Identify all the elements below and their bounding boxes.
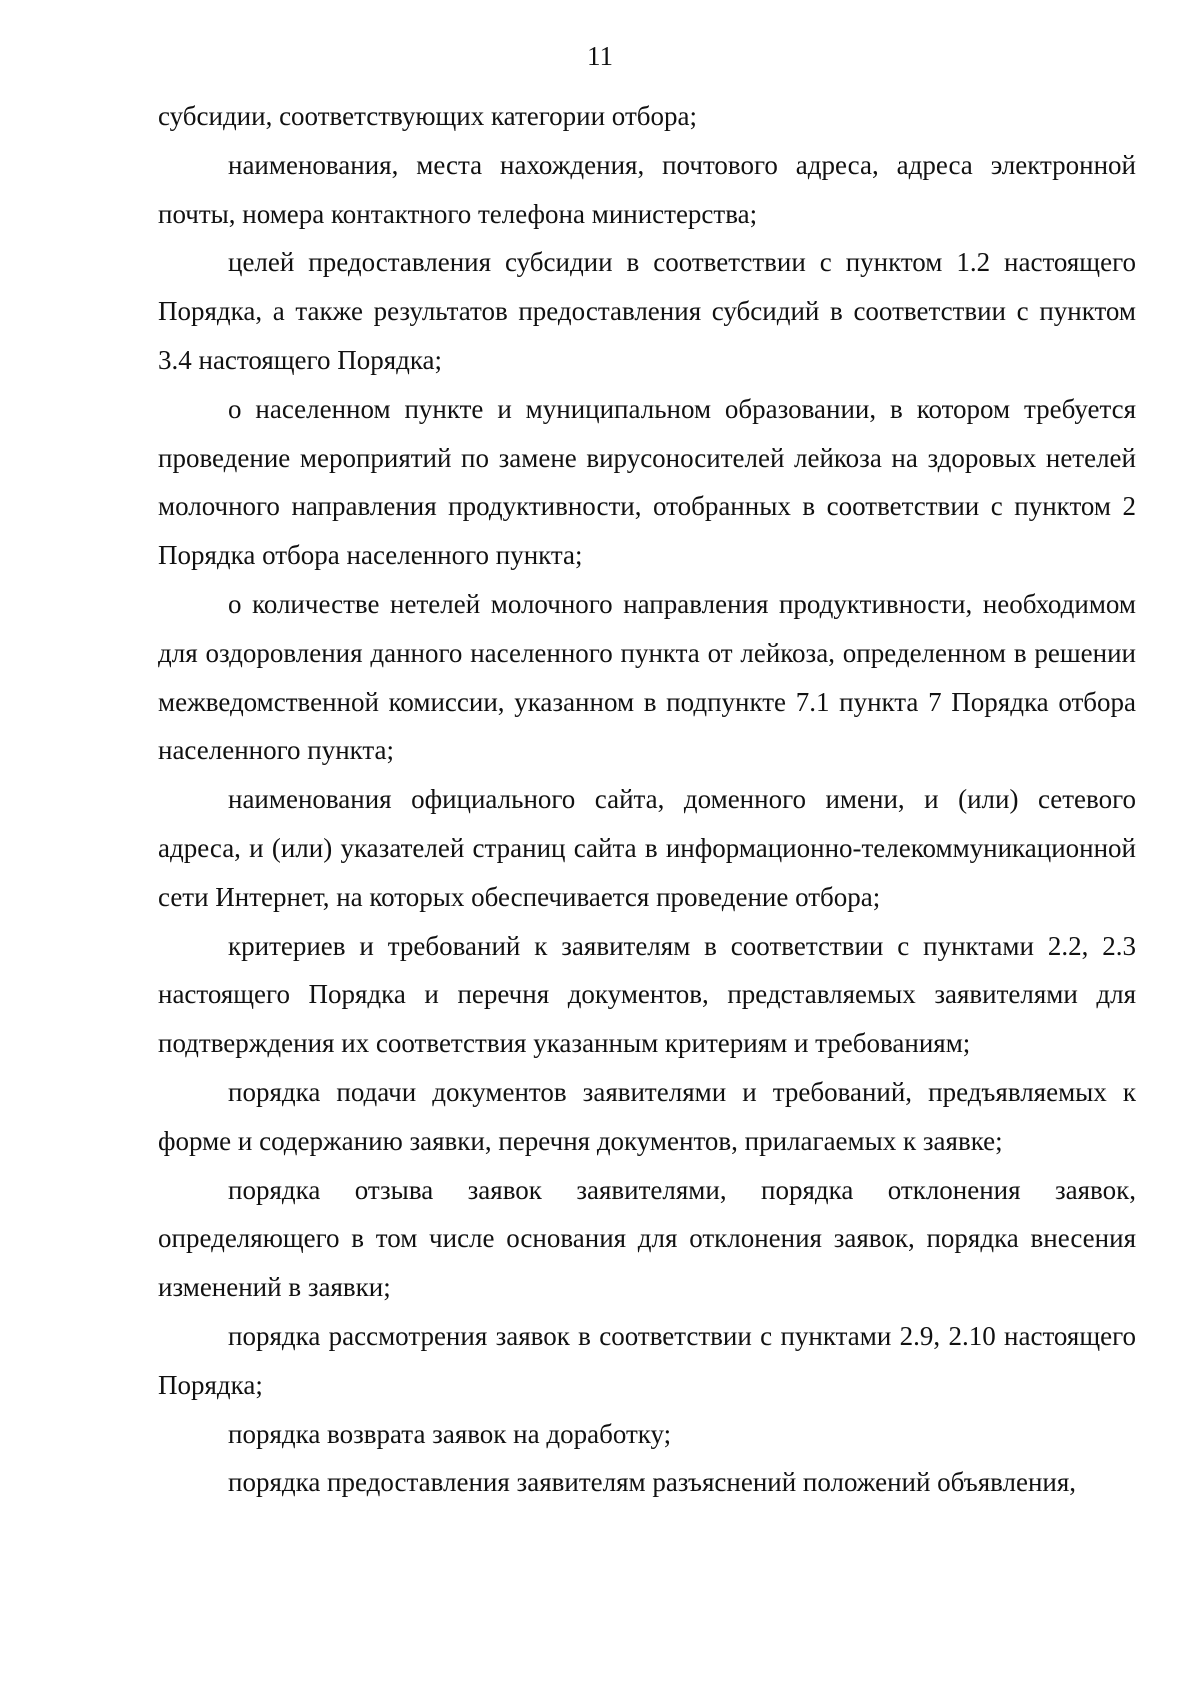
paragraph-7: критериев и требований к заявителям в соответствии с пунктами 2.2, 2.3 настоящего Порядка и перечня документов, представляемых заявителями для подтверждения их соответствия указанным критериям и требованиям; xyxy=(158,930,1136,1059)
paragraph-9: порядка отзыва заявок заявителями, порядка отклонения заявок, определяющего в том числе основания для отклонения заявок, порядка внесения изменений в заявки; xyxy=(158,1174,1136,1303)
paragraph-5: о количестве нетелей молочного направления продуктивности, необходимом для оздоровления данного населенного пункта от лейкоза, определенном в решении межведомственной комиссии, указанном в подпункте 7.1 пункта 7 Порядка отбора населенного пункта; xyxy=(158,588,1136,766)
paragraph-1: субсидии, соответствующих категории отбора; xyxy=(158,101,697,131)
paragraph-12: порядка предоставления заявителям разъяснений положений объявления, xyxy=(228,1467,1077,1498)
paragraph-4: о населенном пункте и муниципальном образовании, в котором требуется проведение мероприятий по замене вирусоносителей лейкоза на здоровых нетелей молочного направления продуктивности, отобранных в соответствии с пунктом 2 Порядка отбора населенного пункта; xyxy=(158,393,1136,571)
paragraph-10: порядка рассмотрения заявок в соответствии с пунктами 2.9, 2.10 настоящего Порядка; xyxy=(158,1320,1136,1400)
paragraph-3: целей предоставления субсидии в соответствии с пунктом 1.2 настоящего Порядка, а также результатов предоставления субсидий в соответствии с пунктом 3.4 настоящего Порядка; xyxy=(158,247,1136,375)
body-text xyxy=(158,92,1136,1507)
paragraph-8: порядка подачи документов заявителями и требований, предъявляемых к форме и содержанию заявки, перечня документов, прилагаемых к заявке; xyxy=(158,1076,1136,1156)
page-number: 11 xyxy=(587,41,613,71)
paragraph-11: порядка возврата заявок на доработку; xyxy=(228,1418,672,1449)
paragraph-6: наименования официального сайта, доменного имени, и (или) сетевого адреса, и (или) указателей страниц сайта в информационно-телекоммуникационной сети Интернет, на которых обеспечивается проведение отбора; xyxy=(158,784,1136,912)
paragraph-2: наименования, места нахождения, почтового адреса, адреса электронной почты, номера контактного телефона министерства; xyxy=(158,149,1136,229)
